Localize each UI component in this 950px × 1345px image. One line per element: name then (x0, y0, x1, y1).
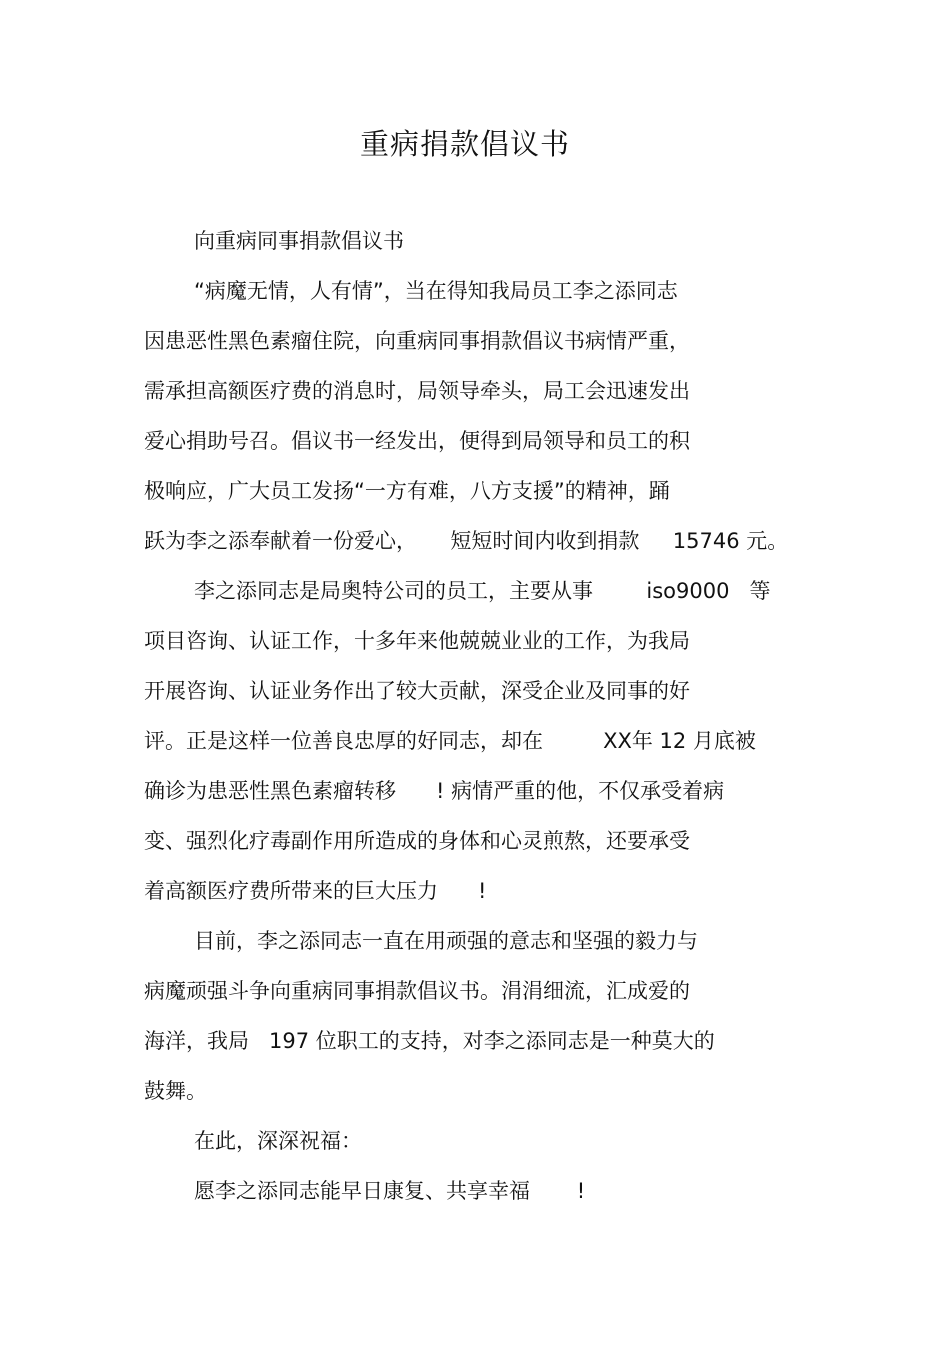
text-line: 海洋，我局 197 位职工的支持，对李之添同志是一种莫大的 (144, 1029, 715, 1053)
text-line: 目前，李之添同志一直在用顽强的意志和坚强的毅力与 (194, 929, 698, 953)
text-line: 向重病同事捐款倡议书 (194, 229, 404, 253)
text-line: 李之添同志是局奥特公司的员工，主要从事 iso9000 等 (194, 579, 771, 603)
text-line: 评。正是这样一位善良忠厚的好同志，却在 XX年 12 月底被 (144, 729, 756, 753)
text-line: 在此，深深祝福： (194, 1129, 362, 1153)
text-line: 变、强烈化疗毒副作用所造成的身体和心灵煎熬，还要承受 (144, 829, 690, 853)
text-line: 因患恶性黑色素瘤住院，向重病同事捐款倡议书病情严重， (144, 329, 690, 353)
text-line: 愿李之添同志能早日康复、共享幸福 ! (194, 1179, 586, 1203)
text-line: 项目咨询、认证工作，十多年来他兢兢业业的工作，为我局 (144, 629, 690, 653)
text-line: 鼓舞。 (144, 1079, 207, 1103)
text-line: 开展咨询、认证业务作出了较大贡献，深受企业及同事的好 (144, 679, 690, 703)
text-line: 着高额医疗费所带来的巨大压力 ! (144, 879, 487, 903)
text-line: 确诊为患恶性黑色素瘤转移 ! 病情严重的他，不仅承受着病 (144, 779, 725, 803)
text-line: 跃为李之添奉献着一份爱心， 短短时间内收到捐款 15746 元。 (144, 529, 789, 553)
text-line: 爱心捐助号召。倡议书一经发出，便得到局领导和员工的积 (144, 429, 690, 453)
text-line: 病魔顽强斗争向重病同事捐款倡议书。涓涓细流，汇成爱的 (144, 979, 690, 1003)
text-line: 需承担高额医疗费的消息时，局领导牵头，局工会迅速发出 (144, 379, 690, 403)
document-title: 重病捐款倡议书 (359, 127, 570, 161)
text-line: 极响应，广大员工发扬“一方有难，八方支援”的精神，踊 (144, 479, 670, 503)
text-line: “病魔无情，人有情”，当在得知我局员工李之添同志 (194, 279, 678, 303)
